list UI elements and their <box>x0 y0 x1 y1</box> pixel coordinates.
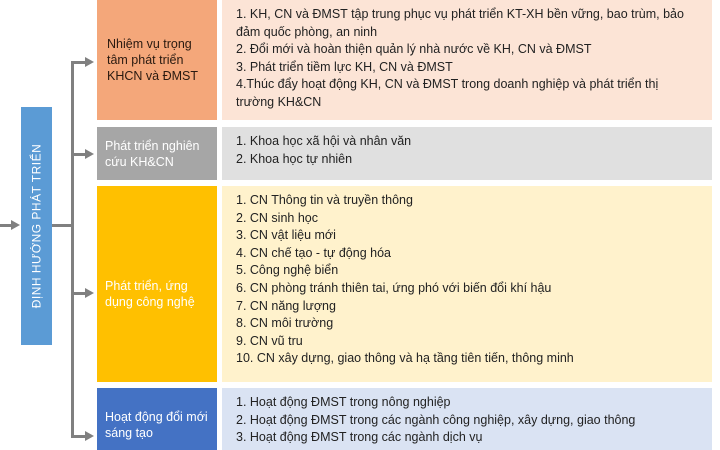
list-item: 7. CN năng lượng <box>236 298 336 313</box>
trunk-line <box>71 61 74 438</box>
list-item: 2. Hoạt động ĐMST trong các ngành công nghiệp, xây dựng, giao thông <box>236 412 636 427</box>
arrow-icon <box>85 149 94 159</box>
arrow-icon <box>85 288 94 298</box>
list-item: 2. CN sinh học <box>236 210 318 225</box>
root-connector <box>52 224 73 227</box>
list-item: 3. CN vật liệu mới <box>236 228 336 243</box>
branch-1 <box>71 61 86 64</box>
arrow-icon <box>85 57 94 67</box>
category-technology <box>97 186 217 382</box>
category-tasks <box>97 0 217 120</box>
branch-3 <box>71 292 86 295</box>
category-label: Hoạt động đổi mới sáng tạo <box>105 410 208 440</box>
branch-2 <box>71 153 86 156</box>
panel-innovation <box>222 388 712 450</box>
list-item: 9. CN vũ tru <box>236 333 303 348</box>
list-item: 4. CN chế tạo - tự động hóa <box>236 245 391 260</box>
list-item: 3. Hoạt động ĐMST trong các ngành dịch vụ <box>236 430 483 445</box>
arrow-icon <box>85 431 94 441</box>
list-item: 2. Khoa học tự nhiên <box>236 151 353 166</box>
root-node <box>21 107 52 345</box>
input-arrow-icon <box>11 220 20 230</box>
list-item: 1. Khoa học xã hội và nhân văn <box>236 134 412 148</box>
category-label: Phát triển, ứng dụng công nghệ <box>105 279 195 309</box>
list-item: 1. Hoạt động ĐMST trong nông nghiệp <box>236 395 451 409</box>
category-label: Phát triển nghiên cứu KH&CN <box>105 138 200 169</box>
category-label: Nhiệm vụ trọng tâm phát triển KHCN và ĐMST <box>107 37 198 83</box>
list-item: 8. CN môi trường <box>236 316 334 331</box>
root-label: ĐỊNH HƯỚNG PHÁT TRIỂN <box>29 143 44 309</box>
branch-4 <box>71 435 86 438</box>
list-item: 3. Phát triển tiềm lực KH, CN và ĐMST <box>236 59 453 74</box>
category-innovation <box>97 388 217 450</box>
panel-tasks <box>222 0 712 120</box>
list-item: 1. KH, CN và ĐMST tập trung phục vụ phát triển KT-XH bền vững, bao trùm, bảo đảm quốc phòng, an ninh <box>236 7 684 39</box>
panel-research <box>222 127 712 180</box>
category-research <box>97 127 217 180</box>
list-item: 2. Đổi mới và hoàn thiện quản lý nhà nước về KH, CN và ĐMST <box>236 42 592 57</box>
list-item: 4.Thúc đẩy hoạt động KH, CN và ĐMST trong doanh nghiệp và phát triển thị trường KH&CN <box>236 77 659 109</box>
list-item: 6. CN phòng tránh thiên tai, ứng phó với biến đổi khí hậu <box>236 280 552 295</box>
list-item: 1. CN Thông tin và truyền thông <box>236 193 413 207</box>
panel-technology <box>222 186 712 382</box>
list-item: 10. CN xây dựng, giao thông và hạ tầng tiên tiến, thông minh <box>236 351 574 366</box>
list-item: 5. Công nghệ biển <box>236 263 339 278</box>
